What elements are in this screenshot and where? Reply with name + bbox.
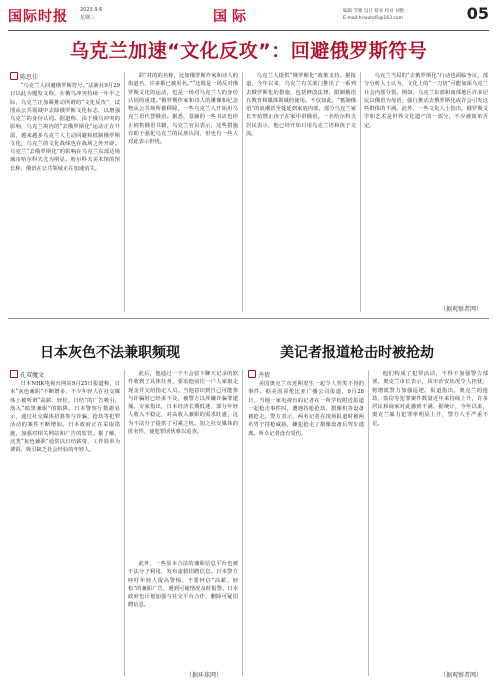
article1-column-4 xyxy=(364,72,488,304)
article2-text-1: 日本NHK电视台网站9月25日报道称，日本“灰色兼职”不断增多，不少年轻人在社交媒体上被所谓“高薪、轻松、日结”的广告吸引，落入“暗黑兼职”的陷阱。日本警察厅数据显示，通过社交媒体招募参与诈骗、抢劫等犯罪活动的案件不断增加。日本政府正在采取措施，加强对相关网站和广告的监管。据了解，这类“灰色兼职”通常以日结薪资、工作简单为诱饵，吸引缺乏社会经验的年轻人。 xyxy=(10,381,120,453)
column-divider xyxy=(360,72,361,312)
article1-column-2 xyxy=(128,72,238,314)
article2-byline xyxy=(10,370,44,379)
article1-text-2: 彩“对的的名称，比如俄罗斯作家和诗人的街道名，许多都已被更名。”“这既是一场反对俄罗斯文化的运动，也是一场对乌克兰人的身份认同的重建。”俄罗斯作家和诗人的雕像和纪念物从公共场所被移除，一些乌克兰人开始用乌克兰语代替俄语。据悉，基辅的一些书店也停止销售俄语书籍。乌克兰官员表示，这些措施有助于强化乌克兰的民族认同，但也有一些人对此表示担忧。 xyxy=(128,73,238,145)
column-divider xyxy=(242,370,243,676)
masthead xyxy=(8,4,489,30)
newspaper-logo: 国际时报 xyxy=(8,9,68,25)
pen-icon xyxy=(10,72,18,80)
article3-source: （据观察者网） xyxy=(440,672,483,679)
article1-column-1 xyxy=(10,82,120,314)
article3-column-2 xyxy=(372,370,488,668)
article2-author: 孔双魔文 xyxy=(20,372,45,379)
column-divider xyxy=(124,370,125,676)
column-divider xyxy=(242,72,243,312)
issue-date xyxy=(80,6,102,22)
column-divider xyxy=(368,370,369,676)
article1-text-3: 乌克兰人提供“俄罗斯化”政策支持。据报道，今年以来，乌克兰有关部门推出了一系列去俄罗斯化的措施，包括修改法律、限制俄语在教育和媒体领域的使用。不仅如此，“抵制俄语”的浪潮甚至蔓延到家庭内部，部分乌克兰家长开始禁止孩子在家中讲俄语。一名哈尔科夫居民表示，他已经开始只用乌克兰语和孩子交流。 xyxy=(246,73,356,137)
article1-headline: 乌克兰加速“文化反攻”：回避俄罗斯符号 xyxy=(69,40,428,62)
email-line: E-mail:hcwxhd5@163.com xyxy=(343,16,403,21)
article1-source: （据观察者网） xyxy=(440,306,483,313)
weekday-text: 星期三 xyxy=(80,15,96,21)
article1-column-3 xyxy=(246,72,356,314)
article3-text-2: 他们构成了犯罪活动，不得不加强警力部署。奥克兰市长表示，该市治安状况令人担忧，将增派警力加强巡逻。报道指出，奥克兰的抢劫、盗窃等犯罪案件数量近年来持续上升，许多居民和商家对此感到不满。据统计，今年以来，奥克兰暴力犯罪率明显上升，警方人手严重不足。 xyxy=(372,371,488,427)
pen-icon xyxy=(248,370,256,378)
editor-info xyxy=(343,8,404,22)
top-rule xyxy=(8,30,489,31)
article3-byline xyxy=(248,370,270,379)
article1-byline xyxy=(10,72,38,81)
article2-headline: 日本灰色不法兼职频现 xyxy=(40,345,180,361)
article1-text-4: 乌克兰当局的“去俄罗斯化”行动也面临争议，部分分析人士认为，文化上的“一刀切”可能加深乌克兰社会内部分裂。例如，乌克兰东部和南部地区许多居民以俄语为母语，强行推动去俄罗斯化或许会引发这些群体的不满。此外，一些文化人士指出，俄罗斯文学和艺术是世界文化遗产的一部分，不应被简单否定。 xyxy=(364,73,488,129)
article3-author: 齐倩 xyxy=(258,372,271,379)
article2-text-3: 此外，一些原本合法的兼职信息平台也被不法分子利用，发布虚假招聘信息。日本警方呼吁年轻人提高警惕，不要轻信“高薪、轻松”的兼职广告，遇到可疑情况及时报警。日本政府也计划加强与社交平台合作，删除可疑招聘信息。 xyxy=(128,561,238,609)
article3-headline: 美记者报道枪击时被抢劫 xyxy=(280,345,434,361)
article1-text-1: “乌克兰人回避俄罗斯符号。”法新社9月29日以此为题发文称，在俄乌冲突持续一年半之际，乌克兰正加紧推动所谓的“文化反攻”，试图从公共领域中去除俄罗斯文化标志，以增强乌克兰的身份认同。据道称，由于俄乌冲突的影响，乌克兰境内的“去俄罗斯化”运动正在升温，越来越多乌克兰人主动回避和抵制俄罗斯文化，乌克兰的文化战线也在战场之外开辟。乌克兰“去俄罗斯化”的影响在乌克兰东部边境城市哈尔科夫尤为明显。哈尔科夫美术馆的馆长称，俄语在公共领域正在加速消失。 xyxy=(10,83,120,172)
article2-text-2: 此后，他通过一个不会留下聊天记录的软件收到了具体任务，要求他前往一户人家取走现金并交给指定人员。当他意识到自己可能参与诈骗时已经来不及，被警方以涉嫌诈骗罪逮捕。专家指出，日本经济长期低迷，部分年轻人收入不稳定，对高收入兼职的需求旺盛，这为不法分子提供了可乘之机。加之社交媒体的匿名性，使犯罪团伙难以追查。 xyxy=(128,371,238,435)
pen-icon xyxy=(10,370,18,378)
article2-column-1 xyxy=(10,380,120,678)
article3-text-1: 美国奥克兰市近期发生一起令人哭笑不得的事件。据美国哥伦比亚广播公司报道，9月28日，当地一家电视台的记者在一所学校附近报道一起枪击事件时，遭遇持枪抢劫，摄像机等设备被抢走。警方表示，两名记者在现场报道时被两名男子持枪威胁，嫌犯抢走了摄像设备后驾车逃离。所幸记者没有受伤。 xyxy=(248,381,364,437)
section-title: 国际 xyxy=(213,9,251,25)
column-divider xyxy=(124,72,125,312)
article3-column-1 xyxy=(248,380,364,678)
article2-source: （据环球网） xyxy=(186,672,223,679)
article1-author: 陈思佳 xyxy=(20,74,39,81)
date-text: 2023.9.6 xyxy=(80,7,103,13)
page-number: 05 xyxy=(466,4,489,23)
article2-column-3 xyxy=(128,560,238,670)
editor-line: 编辑 节雅 设计 蔡亚 校对 刘艳 xyxy=(343,9,405,14)
section-rule xyxy=(8,318,489,319)
